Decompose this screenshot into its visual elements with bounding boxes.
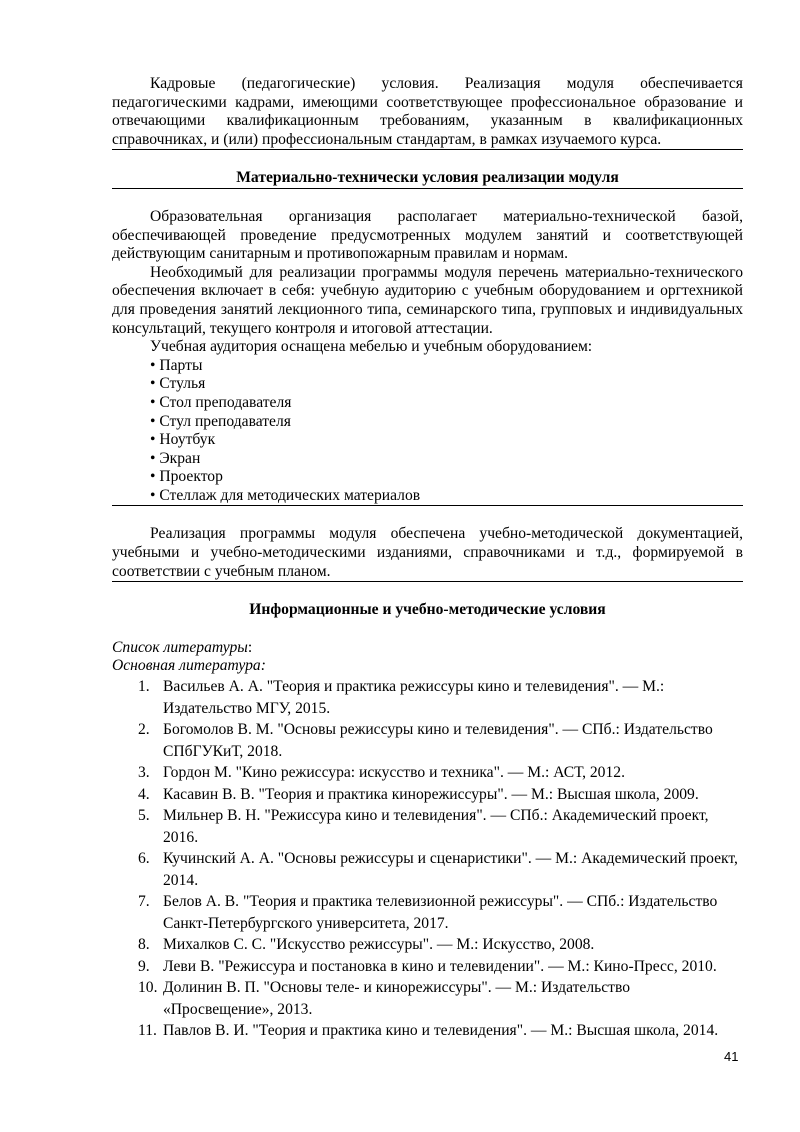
personnel-conditions-paragraph: Кадровые (педагогические) условия. Реализация модуля обеспечивается педагогическими кадрами, имеющими соответствующее профессиональное образование и отвечающими квалификационным требованиям, указанным в квалификационных справочниках, и (или) профессиональным стандартам, в рамках изучаемого курса. xyxy=(112,75,743,150)
equipment-list xyxy=(112,357,743,507)
reference-text: Белов А. В. "Теория и практика телевизионной режиссуры". — СПб.: Издательство Санкт-Петербургского университета, 2017. xyxy=(163,893,718,932)
equipment-item: • Стеллаж для методических материалов xyxy=(150,486,421,504)
equipment-item: • Ноутбук xyxy=(150,431,216,449)
reference-number: 5. xyxy=(138,807,150,825)
reference-text: Касавин В. В. "Теория и практика кинорежиссуры". — М.: Высшая школа, 2009. xyxy=(163,785,699,803)
literature-list-label xyxy=(112,639,743,658)
reference-number: 2. xyxy=(138,721,150,739)
references-list xyxy=(112,676,743,1042)
reference-number: 10. xyxy=(138,979,158,997)
reference-number: 4. xyxy=(138,785,150,803)
reference-item xyxy=(112,848,743,891)
reference-text: Васильев А. А. "Теория и практика режиссуры кино и телевидения". — М.: Издательство МГУ, 2015. xyxy=(163,678,665,717)
reference-number: 11. xyxy=(138,1022,157,1040)
equipment-item: • Стулья xyxy=(150,375,206,393)
material-paragraph-2: Необходимый для реализации программы модуля перечень материально-технического обеспечения включает в себя: учебную аудиторию с учебным оборудованием и оргтехникой для проведения занятий лекционного типа, семинарского типа, групповых и индивидуальных консультаций, текущего контроля и итоговой аттестации. xyxy=(112,263,743,337)
reference-number: 9. xyxy=(138,957,150,975)
equipment-item: • Экран xyxy=(150,449,201,467)
reference-text: Долинин В. П. "Основы теле- и кинорежиссуры". — М.: Издательство «Просвещение», 2013. xyxy=(163,979,631,1018)
main-literature-label: Основная литература: xyxy=(112,657,266,675)
reference-text: Кучинский А. А. "Основы режиссуры и сценаристики". — М.: Академический проект, 2014. xyxy=(163,850,738,889)
reference-text: Михалков С. С. "Искусство режиссуры". — М.: Искусство, 2008. xyxy=(163,936,595,954)
reference-item xyxy=(112,805,743,848)
reference-number: 8. xyxy=(138,936,150,954)
info-conditions-heading: Информационные и учебно-методические условия xyxy=(249,601,606,619)
methodical-paragraph: Реализация программы модуля обеспечена учебно-методической документацией, учебными и учебно-методическими изданиями, справочниками и т.д., формируемой в соответствии с учебным планом. xyxy=(112,525,743,582)
reference-item xyxy=(112,676,743,719)
reference-item xyxy=(112,934,743,956)
reference-item xyxy=(112,891,743,934)
equipment-item: • Проектор xyxy=(150,468,223,486)
reference-text: Гордон М. "Кино режиссура: искусство и техника". — М.: АСТ, 2012. xyxy=(163,764,625,782)
reference-number: 3. xyxy=(138,764,150,782)
equipment-item: • Стол преподавателя xyxy=(150,393,292,411)
reference-item xyxy=(112,956,743,978)
reference-number: 1. xyxy=(138,678,150,696)
reference-text: Мильнер В. Н. "Режиссура кино и телевидения". — СПб.: Академический проект, 2016. xyxy=(163,807,709,846)
material-conditions-heading: Материально-технически условия реализации модуля xyxy=(112,169,743,189)
material-paragraph-1: Образовательная организация располагает материально-технической базой, обеспечивающей проведение предусмотренных модулем занятий и соответствующей действующим санитарным и противопожарным правилам и нормам. xyxy=(112,207,743,263)
reference-text: Леви В. "Режиссура и постановка в кино и телевидении". — М.: Кино-Пресс, 2010. xyxy=(163,957,717,975)
equipment-item: • Стул преподавателя xyxy=(150,412,291,430)
material-paragraph-3: Учебная аудитория оснащена мебелью и учебным оборудованием: xyxy=(150,338,593,356)
equipment-item: • Парты xyxy=(150,356,203,374)
reference-item xyxy=(112,719,743,762)
reference-item xyxy=(112,977,743,1020)
literature-list-label-colon: : xyxy=(247,638,253,656)
document-page xyxy=(112,75,743,1042)
reference-item xyxy=(112,1020,743,1042)
literature-list-label-text: Список литературы xyxy=(112,638,248,656)
reference-item xyxy=(112,784,743,806)
reference-number: 6. xyxy=(138,850,150,868)
reference-number: 7. xyxy=(138,893,150,911)
page-number: 41 xyxy=(724,1049,739,1064)
reference-text: Богомолов В. М. "Основы режиссуры кино и телевидения". — СПб.: Издательство СПбГУКиТ, 2018. xyxy=(163,721,713,760)
reference-text: Павлов В. И. "Теория и практика кино и телевидения". — М.: Высшая школа, 2014. xyxy=(163,1022,719,1040)
reference-item xyxy=(112,762,743,784)
